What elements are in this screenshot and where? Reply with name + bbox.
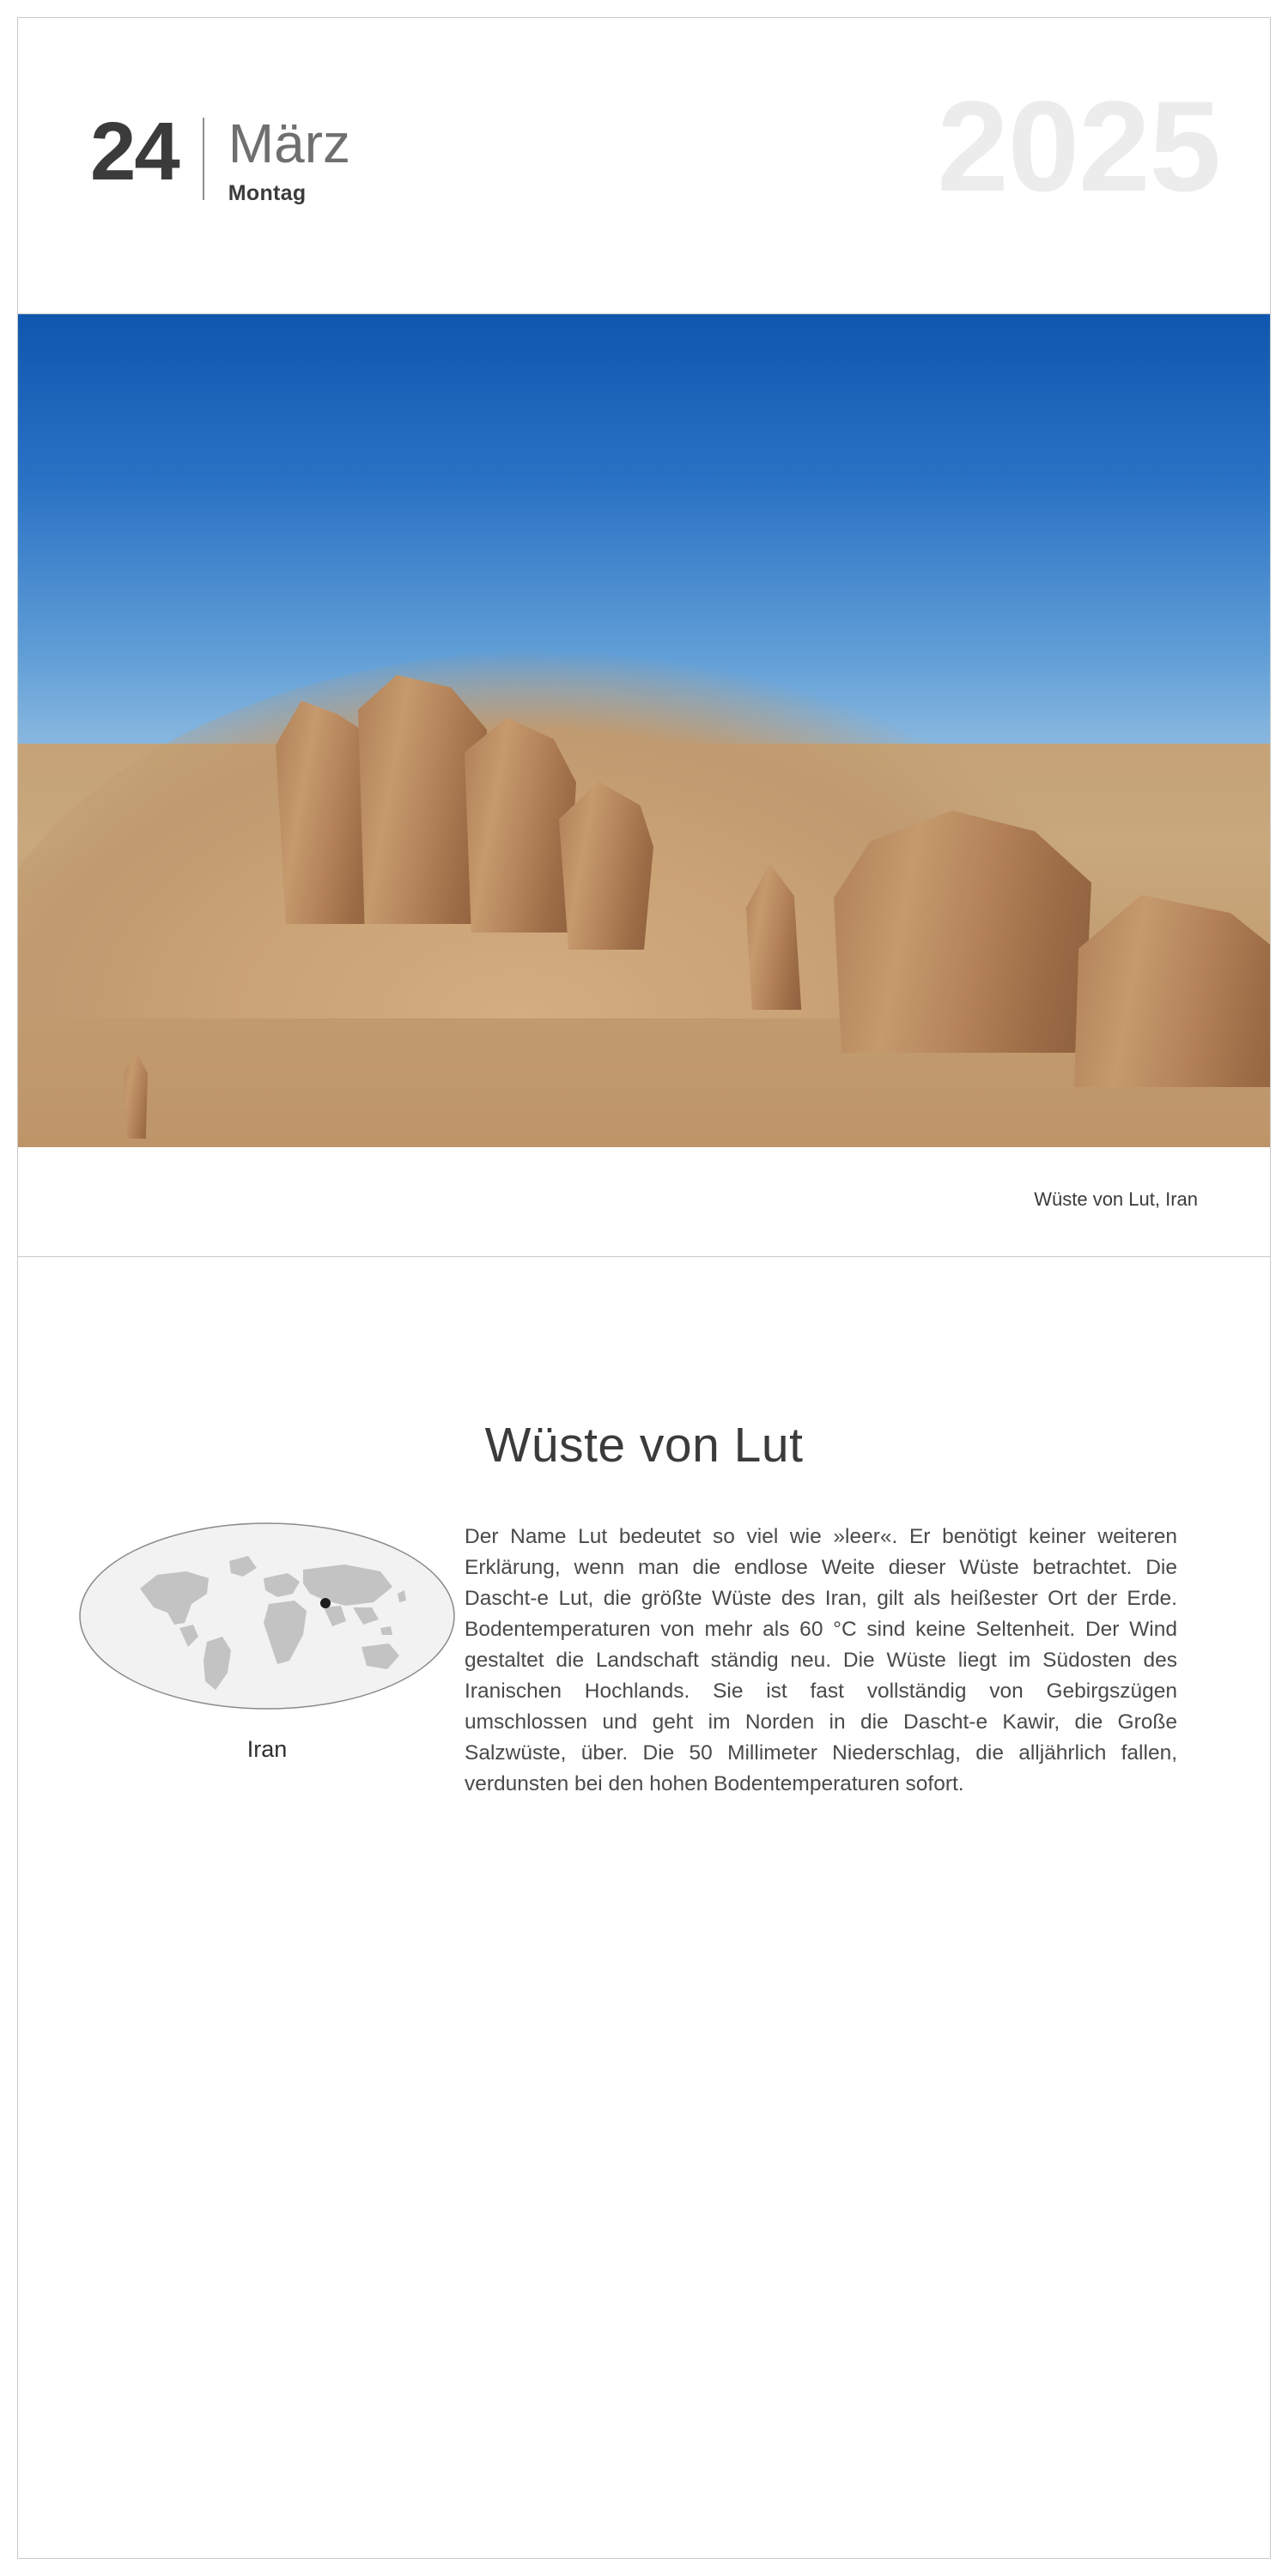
- caption-bar: [18, 1147, 1270, 1257]
- page-title: Wüste von Lut: [484, 1418, 804, 1473]
- rock-formation: [465, 718, 576, 933]
- article-content-row: [18, 1522, 1270, 1800]
- page-header: [18, 18, 1270, 314]
- calendar-sheet: [17, 17, 1271, 2559]
- desert-photo: [18, 314, 1270, 1147]
- country-label: Iran: [246, 1736, 288, 1762]
- date-block: [90, 106, 350, 206]
- world-map-icon: [78, 1522, 456, 1710]
- photo-area: [18, 314, 1270, 1147]
- month-weekday-group: [228, 114, 350, 206]
- article-body: Der Name Lut bedeutet so viel wie »leer«. Er benötigt keiner weiteren Erklärung, wenn man die endlose Weite dieser Wüste betrachtet. Die Dascht-e Lut, die größte Wüste des Iran, gilt als heißester Ort der Erde. Bodentemperaturen von mehr als 60 °C sind keine Seltenheit. Der Wind gestaltet die Landschaft ständig neu. Die Wüste liegt im Südosten des Iranischen Hochlands. Sie ist fast vollständig von Gebirgszügen umschlossen und geht im Norden in die Dascht-e Kawir, die Große Salzwüste, über. Die 50 Millimeter Niederschlag, die alljährlich fallen, verdunsten bei den hohen Bodentemperaturen sofort.: [465, 1525, 1177, 1795]
- location-marker: [320, 1598, 331, 1608]
- article-section: [18, 1257, 1270, 1800]
- date-divider: [203, 118, 204, 200]
- day-number: 24: [90, 106, 179, 197]
- month-name: März: [228, 112, 350, 174]
- photo-caption: Wüste von Lut, Iran: [1034, 1188, 1198, 1210]
- weekday-name: Montag: [228, 181, 307, 205]
- locator-map-column: [18, 1522, 465, 1763]
- year-label: 2025: [937, 74, 1220, 218]
- article-text-column: [465, 1522, 1177, 1800]
